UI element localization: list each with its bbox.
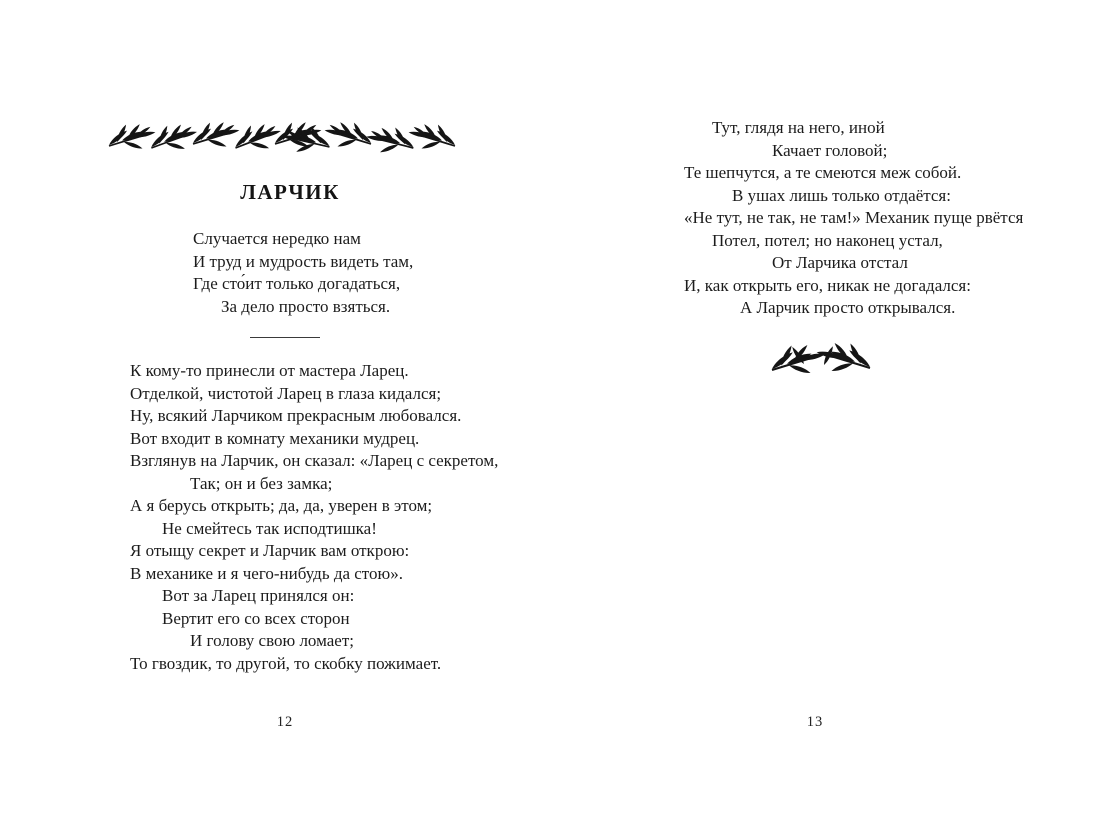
poem-title: ЛАРЧИК [240, 180, 340, 204]
poem-line: То гвоздик, то другой, то скобку пожимает. [130, 653, 442, 673]
epigraph [193, 228, 413, 318]
page-number-left: 12 [276, 714, 294, 730]
poem-line: Те шепчутся, а те смеются меж собой. [684, 163, 962, 182]
poem-line: Качает головой; [772, 140, 888, 160]
epigraph-line: За дело просто взяться. [221, 296, 391, 316]
poem-line: Тут, глядя на него, иной [712, 118, 885, 137]
poem-line: К кому-то принесли от мастера Ларец. [130, 361, 409, 380]
section-divider-rule [250, 337, 320, 338]
poem-line: Ну, всякий Ларчиком прекрасным любовался. [130, 406, 462, 425]
poem-line: Так; он и без замка; [190, 473, 333, 493]
poem-line: А Ларчик просто открывался. [740, 298, 956, 317]
poem-line: Я отыщу секрет и Ларчик вам открою: [130, 541, 410, 560]
epigraph-line: Где сто́ит только догадаться, [193, 274, 401, 293]
poem-line: Вот за Ларец принялся он: [162, 586, 355, 605]
right-page [550, 0, 1100, 825]
poem-line: Вот входит в комнату механики мудрец. [130, 428, 420, 448]
laurel-garland-ornament [107, 114, 457, 160]
poem-line: Вертит его со всех сторон [162, 608, 350, 628]
poem-line: В ушах лишь только отдаётся: [732, 185, 951, 205]
poem-stanza-right [684, 117, 1023, 320]
page-number-right: 13 [806, 714, 824, 730]
poem-line: Потел, потел; но наконец устал, [712, 230, 943, 250]
poem-line: От Ларчика отстал [772, 253, 908, 272]
poem-line: А я берусь открыть; да, да, уверен в этом; [130, 496, 433, 515]
epigraph-line: Случается нередко нам [193, 229, 361, 248]
poem-line: Отделкой, чистотой Ларец в глаза кидался; [130, 383, 442, 403]
poem-line: «Не тут, не так, не там!» Механик пуще рвётся [684, 208, 1024, 227]
poem-line: В механике и я чего-нибудь да стою». [130, 563, 403, 583]
poem-line: Взглянув на Ларчик, он сказал: «Ларец с секретом, [130, 451, 499, 470]
laurel-twig-ornament [758, 338, 874, 378]
poem-line: Не смейтесь так исподтишка! [162, 518, 377, 538]
poem-stanza-left [130, 360, 498, 675]
epigraph-line: И труд и мудрость видеть там, [193, 251, 414, 271]
poem-line: И, как открыть его, никак не догадался: [684, 275, 971, 295]
poem-line: И голову свою ломает; [190, 631, 354, 650]
